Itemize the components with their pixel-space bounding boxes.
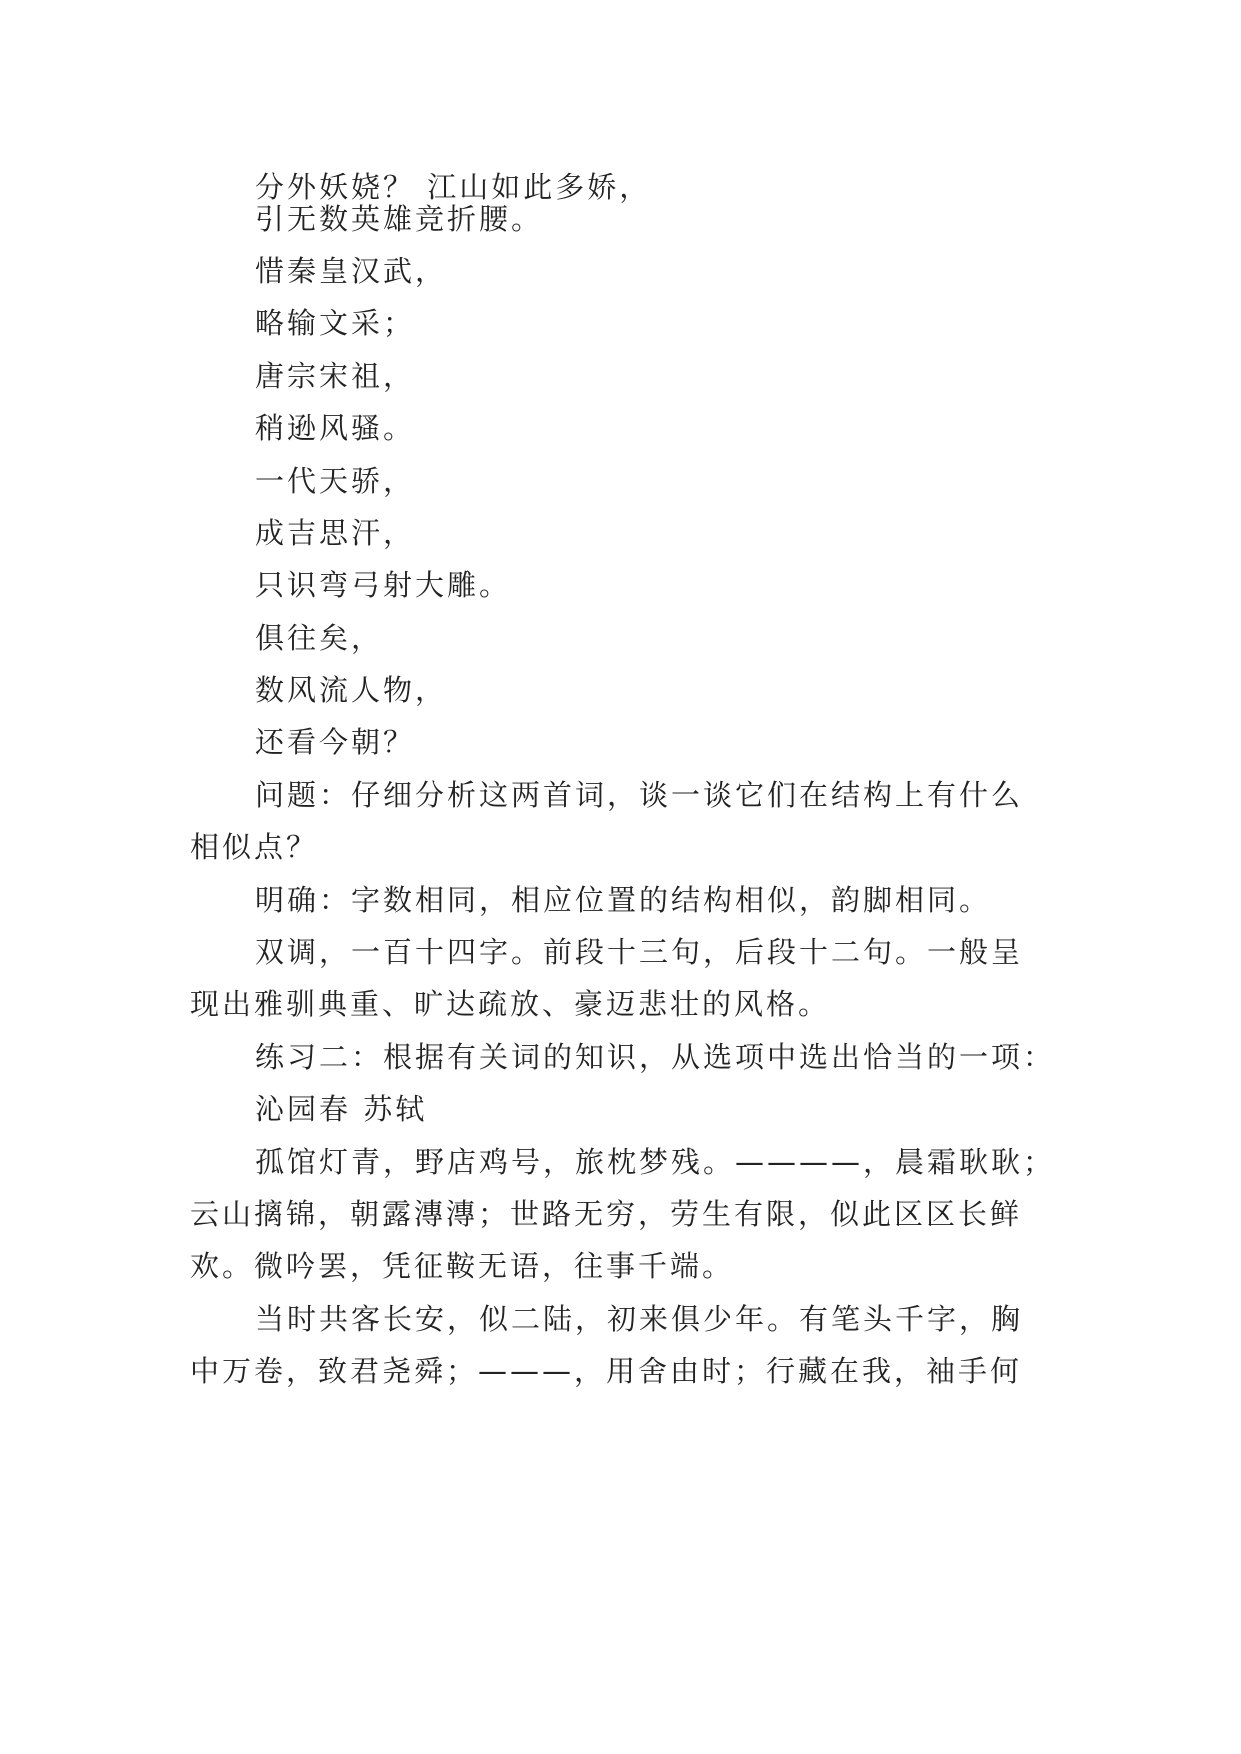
poem-line: 俱往矣， [255, 621, 384, 655]
poem-line: 成吉思汗， [255, 516, 416, 550]
question-line-1: 问题：仔细分析这两首词，谈一谈它们在结构上有什么 [255, 778, 1024, 812]
poem-line: 只识弯弓射大雕。 [255, 568, 512, 602]
poem2-line: 孤馆灯青，野店鸡号，旅枕梦残。————，晨霜耿耿； [255, 1145, 1056, 1179]
description-line-1: 双调，一百十四字。前段十三句，后段十二句。一般呈 [255, 935, 1024, 969]
poem-line: 一代天骄， [255, 464, 416, 498]
poem2-line: 云山摛锦，朝露漙漙；世路无穷，劳生有限，似此区区长鲜 [190, 1197, 1023, 1231]
poem2-line: 欢。微吟罢，凭征鞍无语，往事千端。 [190, 1249, 735, 1283]
description-line-2: 现出雅驯典重、旷达疏放、豪迈悲壮的风格。 [190, 987, 831, 1021]
poem-line: 略输文采； [255, 306, 416, 340]
poem2-title: 沁园春 苏轼 [255, 1092, 428, 1126]
exercise-heading: 练习二：根据有关词的知识，从选项中选出恰当的一项： [255, 1040, 1056, 1074]
poem-line: 分外妖娆？ 江山如此多娇， [255, 170, 652, 204]
poem-line: 唐宗宋祖， [255, 359, 416, 393]
poem2-line: 当时共客长安，似二陆，初来俱少年。有笔头千字，胸 [255, 1302, 1024, 1336]
poem-line: 引无数英雄竞折腰。 [255, 202, 544, 236]
poem-line: 惜秦皇汉武， [255, 254, 448, 288]
question-line-2: 相似点？ [190, 830, 319, 864]
answer-line: 明确：字数相同，相应位置的结构相似，韵脚相同。 [255, 883, 992, 917]
poem-line: 还看今朝？ [255, 725, 416, 759]
poem-line: 稍逊风骚。 [255, 411, 416, 445]
poem-line: 数风流人物， [255, 673, 448, 707]
poem2-line: 中万卷，致君尧舜；———，用舍由时；行藏在我，袖手何 [190, 1354, 1023, 1388]
